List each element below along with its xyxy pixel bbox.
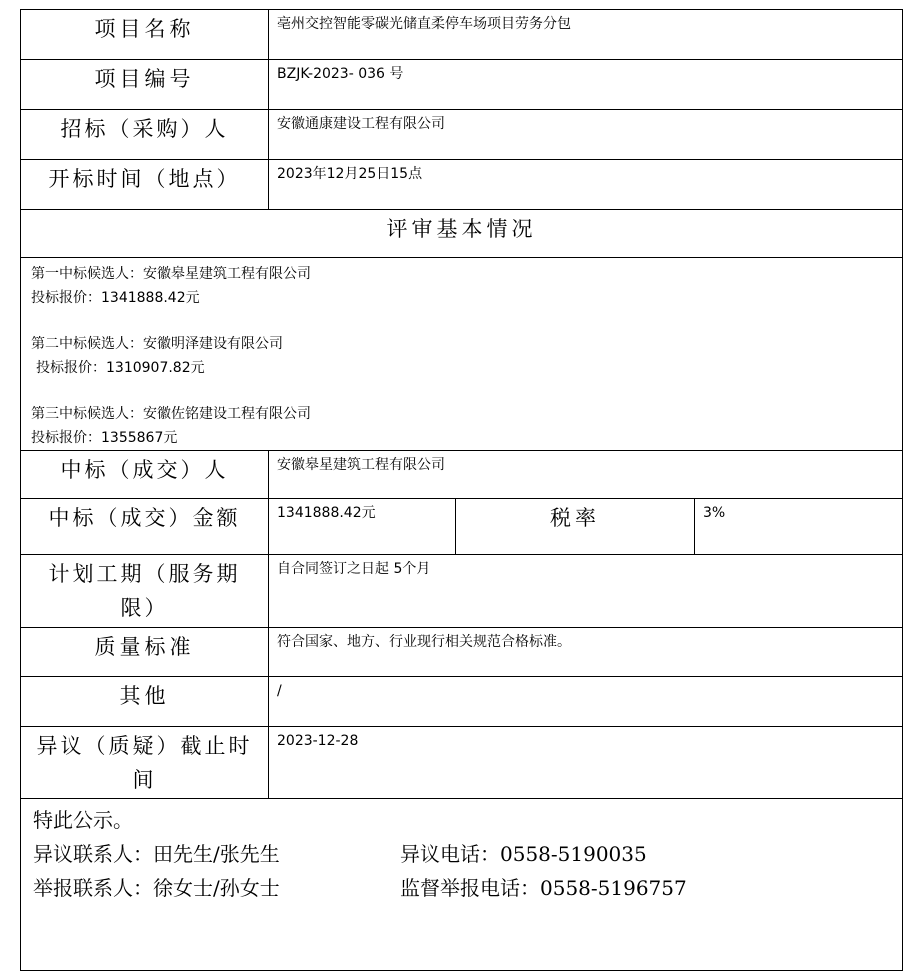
report-phone: 监督举报电话：0558-5196757 — [400, 876, 687, 900]
row-project-number — [21, 60, 903, 110]
amount-label: 中标（成交）金额 — [21, 499, 269, 555]
report-row — [33, 871, 890, 905]
row-quality — [21, 628, 903, 677]
project-number-label: 项目编号 — [21, 60, 269, 110]
other-label: 其他 — [21, 677, 269, 727]
row-winner — [21, 451, 903, 499]
report-contact: 举报联系人：徐女士/孙女士 — [33, 876, 280, 900]
tax-value: 3% — [695, 499, 903, 555]
period-label: 计划工期（服务期限） — [21, 555, 269, 628]
row-period — [21, 555, 903, 628]
project-name-value: 亳州交控智能零碳光储直柔停车场项目劳务分包 — [269, 10, 903, 60]
row-other — [21, 677, 903, 727]
tenderer-label: 招标（采购）人 — [21, 110, 269, 160]
objection-phone: 异议电话：0558-5190035 — [400, 842, 647, 866]
opening-time-value: 2023年12月25日15点 — [269, 160, 903, 210]
candidate-list — [21, 258, 903, 451]
project-name-label: 项目名称 — [21, 10, 269, 60]
candidate-2-price: 投标报价：1310907.82元 — [36, 360, 205, 376]
candidate-2-title: 第二中标候选人：安徽明泽建设有限公司 — [31, 336, 283, 352]
objection-row — [33, 837, 890, 871]
row-tenderer — [21, 110, 903, 160]
winner-label: 中标（成交）人 — [21, 451, 269, 499]
objection-contact: 异议联系人：田先生/张先生 — [33, 842, 280, 866]
notice-table — [20, 9, 903, 971]
row-deadline — [21, 727, 903, 799]
amount-value: 1341888.42元 — [269, 499, 456, 555]
winner-value: 安徽皋星建筑工程有限公司 — [269, 451, 903, 499]
announcement-text: 特此公示。 — [33, 808, 133, 832]
announcement-footer — [21, 799, 903, 971]
quality-label: 质量标准 — [21, 628, 269, 677]
candidate-1-price: 投标报价：1341888.42元 — [31, 290, 200, 306]
tenderer-value: 安徽通康建设工程有限公司 — [269, 110, 903, 160]
row-candidates — [21, 258, 903, 451]
deadline-label: 异议（质疑）截止时间 — [21, 727, 269, 799]
other-value: / — [269, 677, 903, 727]
project-number-value: BZJK-2023- 036 号 — [269, 60, 903, 110]
row-amount — [21, 499, 903, 555]
row-footer — [21, 799, 903, 971]
tax-label: 税率 — [456, 499, 695, 555]
period-value: 自合同签订之日起 5个月 — [269, 555, 903, 628]
quality-value: 符合国家、地方、行业现行相关规范合格标准。 — [269, 628, 903, 677]
row-project-name — [21, 10, 903, 60]
row-review-heading — [21, 210, 903, 258]
candidate-1-title: 第一中标候选人：安徽皋星建筑工程有限公司 — [31, 266, 311, 282]
candidate-3-title: 第三中标候选人：安徽佐铭建设工程有限公司 — [31, 406, 311, 422]
review-heading: 评审基本情况 — [21, 210, 903, 258]
opening-time-label: 开标时间（地点） — [21, 160, 269, 210]
candidate-3-price: 投标报价：1355867元 — [31, 430, 178, 446]
deadline-value: 2023-12-28 — [269, 727, 903, 799]
row-opening-time — [21, 160, 903, 210]
